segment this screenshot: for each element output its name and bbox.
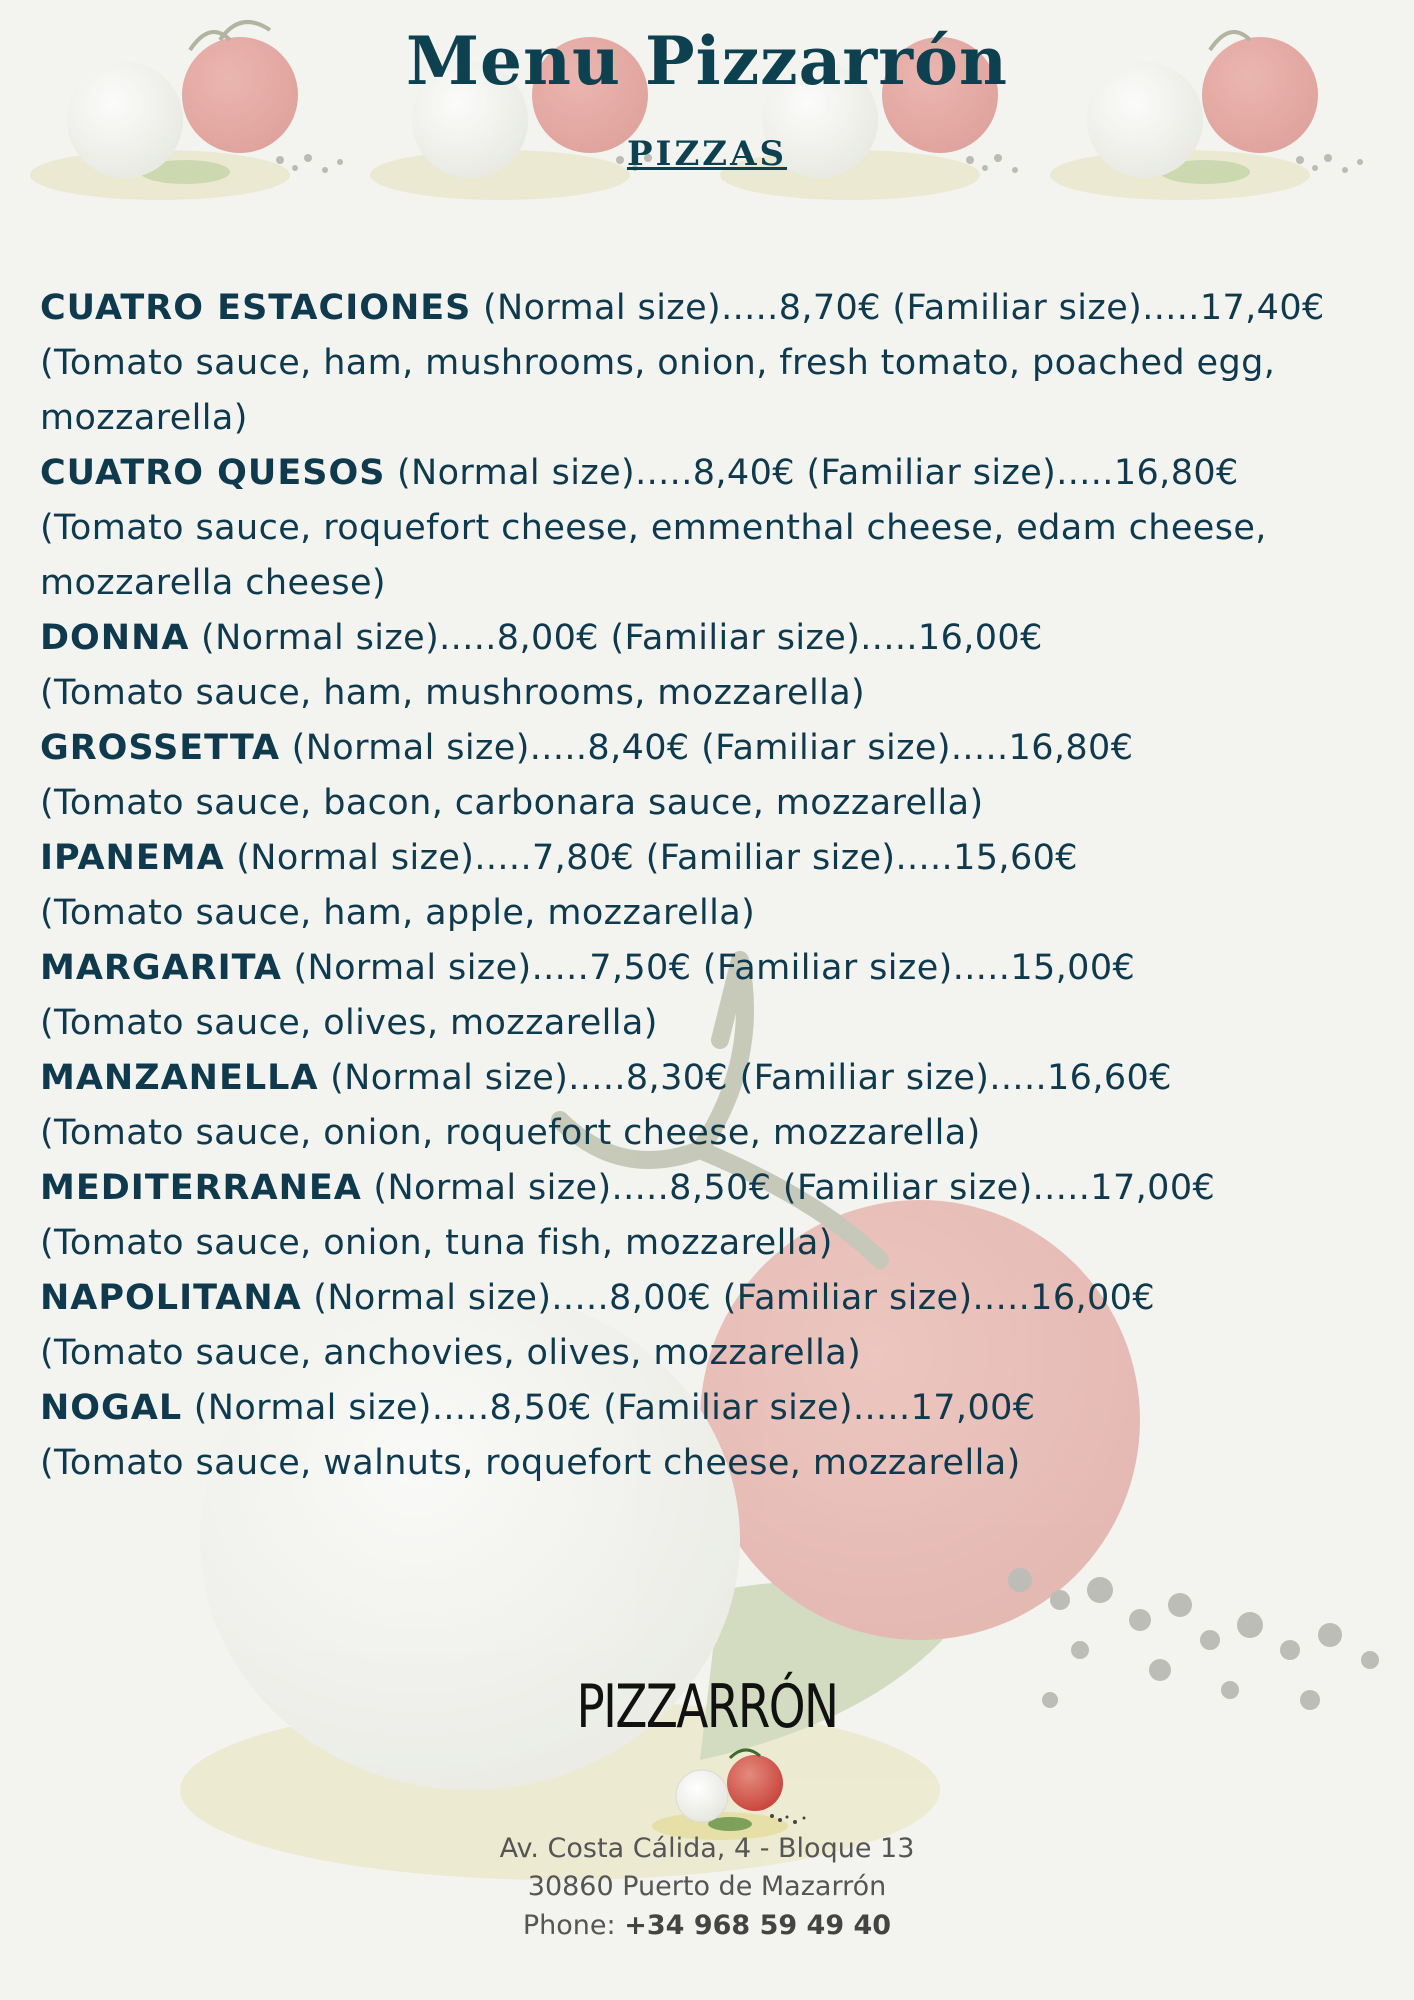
- menu-item: [40, 831, 1400, 941]
- pizza-name: MANZANELLA: [40, 1058, 319, 1098]
- pizza-ingredients: (Tomato sauce, roquefort cheese, emmenthal cheese, edam cheese,: [40, 508, 1267, 548]
- pizza-menu-list: [40, 281, 1400, 1491]
- pizza-prices: (Normal size).....8,00€ (Familiar size).....16,00€: [313, 1278, 1156, 1318]
- pizza-ingredients: mozzarella cheese): [40, 563, 386, 603]
- pizza-ingredients: (Tomato sauce, onion, tuna fish, mozzarella): [40, 1223, 833, 1263]
- pizza-ingredients: (Tomato sauce, ham, apple, mozzarella): [40, 893, 756, 933]
- pizza-name: NOGAL: [40, 1388, 183, 1428]
- pizza-prices: (Normal size).....7,80€ (Familiar size).....15,60€: [236, 838, 1078, 878]
- pizza-name: DONNA: [40, 618, 190, 658]
- menu-item: [40, 281, 1400, 446]
- phone-label: Phone:: [522, 1910, 616, 1941]
- menu-item: [40, 446, 1400, 611]
- pizza-ingredients: (Tomato sauce, ham, mushrooms, mozzarella): [40, 673, 866, 713]
- menu-item: [40, 721, 1400, 831]
- pizza-prices: (Normal size).....8,50€ (Familiar size).....17,00€: [193, 1388, 1036, 1428]
- pizza-ingredients: (Tomato sauce, bacon, carbonara sauce, mozzarella): [40, 783, 984, 823]
- pizza-prices: (Normal size).....8,30€ (Familiar size).....16,60€: [330, 1058, 1172, 1098]
- pizza-name: NAPOLITANA: [40, 1278, 302, 1318]
- pizza-prices: (Normal size).....7,50€ (Familiar size).....15,00€: [293, 948, 1136, 988]
- menu-item: [40, 1381, 1400, 1491]
- pizza-name: IPANEMA: [40, 838, 225, 878]
- pizza-prices: (Normal size).....8,00€ (Familiar size).....16,00€: [201, 618, 1043, 658]
- pizza-prices: (Normal size).....8,40€ (Familiar size).....16,80€: [291, 728, 1134, 768]
- pizza-name: CUATRO ESTACIONES: [40, 288, 472, 328]
- pizza-ingredients: (Tomato sauce, ham, mushrooms, onion, fresh tomato, poached egg,: [40, 343, 1276, 383]
- pizza-ingredients: (Tomato sauce, walnuts, roquefort cheese, mozzarella): [40, 1443, 1021, 1483]
- menu-item: [40, 1051, 1400, 1161]
- section-heading-pizzas: PIZZAS: [626, 134, 788, 174]
- phone-line: [0, 1910, 1414, 1941]
- pizza-prices: (Normal size).....8,40€ (Familiar size).....16,80€: [396, 453, 1239, 493]
- pizza-ingredients: (Tomato sauce, olives, mozzarella): [40, 1003, 658, 1043]
- restaurant-logo-wordmark: PIZZARRÓN: [576, 1672, 838, 1742]
- menu-item: [40, 1161, 1400, 1271]
- pizza-name: CUATRO QUESOS: [40, 453, 386, 493]
- pizza-prices: (Normal size).....8,70€ (Familiar size).....17,40€: [482, 288, 1325, 328]
- pizza-name: MEDITERRANEA: [40, 1168, 362, 1208]
- address-line-2: 30860 Puerto de Mazarrón: [527, 1871, 887, 1902]
- menu-item: [40, 611, 1400, 721]
- page-title: Menu Pizzarrón: [406, 22, 1008, 100]
- phone-number: +34 968 59 49 40: [624, 1910, 892, 1941]
- address-line-1: Av. Costa Cálida, 4 - Bloque 13: [499, 1833, 915, 1864]
- pizza-ingredients: (Tomato sauce, onion, roquefort cheese, mozzarella): [40, 1113, 981, 1153]
- pizza-prices: (Normal size).....8,50€ (Familiar size).....17,00€: [373, 1168, 1216, 1208]
- pizza-ingredients: mozzarella): [40, 398, 248, 438]
- pizza-ingredients: (Tomato sauce, anchovies, olives, mozzarella): [40, 1333, 862, 1373]
- pizza-name: MARGARITA: [40, 948, 282, 988]
- menu-item: [40, 941, 1400, 1051]
- menu-item: [40, 1271, 1400, 1381]
- pizza-name: GROSSETTA: [40, 728, 281, 768]
